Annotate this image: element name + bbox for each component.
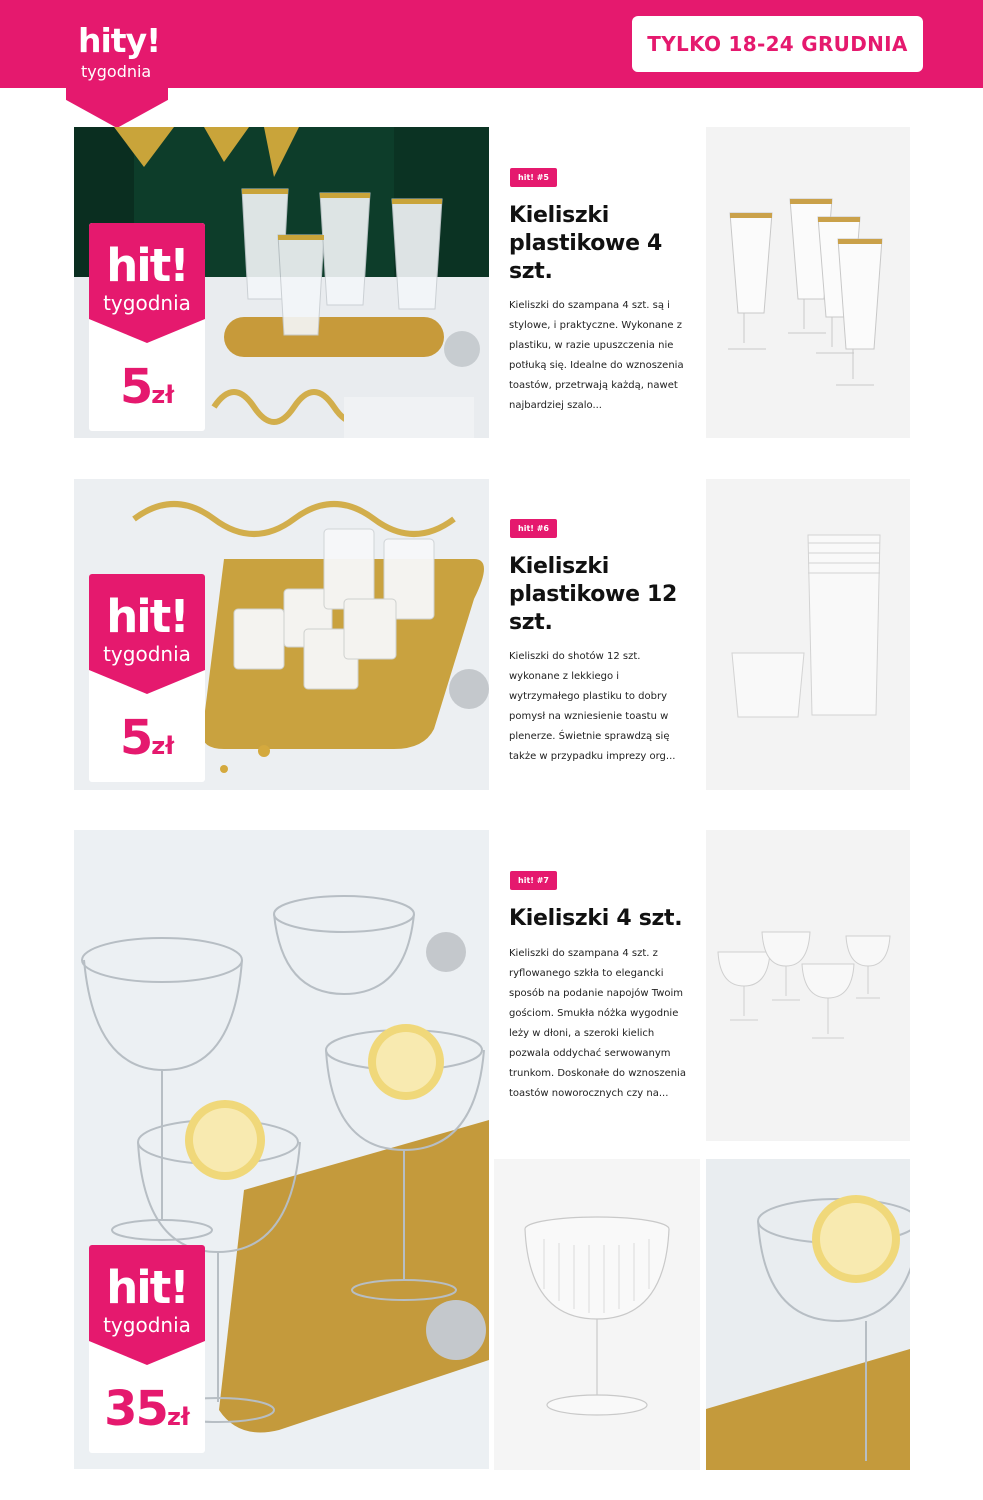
- badge-hit-label: hit!: [106, 239, 188, 292]
- product-2-hit-tag: hit! #6: [510, 519, 557, 538]
- product-3-title[interactable]: Kieliszki 4 szt.: [509, 906, 683, 931]
- price: [89, 359, 205, 415]
- product-3-packshot-single[interactable]: [494, 1159, 700, 1470]
- product-3-detail-image[interactable]: [706, 1159, 910, 1470]
- logo-subtext: tygodnia: [81, 62, 152, 81]
- price-currency: zł: [166, 1403, 190, 1431]
- product-1-price-badge[interactable]: [89, 223, 205, 431]
- product-3-description: Kieliszki do szampana 4 szt. z ryflowanego szkła to elegancki sposób na podanie napojów Twoim gościom. Smukła nóżka wygodnie leży w dłoni, a szeroki kielich pozwala oddychać serwowanym trunkom. Doskonałe do wznoszenia toastów noworocznych czy na...: [509, 948, 686, 1099]
- product-3-price-badge[interactable]: [89, 1245, 205, 1453]
- badge-tygodnia-label: tygodnia: [103, 1313, 191, 1337]
- product-3-packshot-set[interactable]: [706, 830, 910, 1141]
- product-2-price-badge[interactable]: [89, 574, 205, 782]
- logo-text: hity!: [78, 21, 161, 60]
- product-1-hit-tag: hit! #5: [510, 168, 557, 187]
- product-2-title[interactable]: Kieliszki plastikowe 12 szt.: [509, 554, 678, 635]
- price-value: 5: [119, 710, 152, 766]
- badge-hit-label: hit!: [106, 590, 188, 643]
- product-2-packshot[interactable]: [706, 479, 910, 790]
- product-1-description: Kieliszki do szampana 4 szt. są i stylowe, i praktyczne. Wykonane z plastiku, w razie upuszczenia nie potłuką się. Idealne do wznoszenia toastów, przetrwają każdą, nawet najbardziej szalo...: [509, 300, 684, 411]
- price: [89, 710, 205, 766]
- price-value: 35: [104, 1381, 167, 1437]
- date-range-button[interactable]: TYLKO 18-24 GRUDNIA: [632, 16, 923, 72]
- product-1-title[interactable]: Kieliszki plastikowe 4 szt.: [509, 203, 663, 284]
- price-currency: zł: [151, 732, 175, 760]
- product-3-hit-tag: hit! #7: [510, 871, 557, 890]
- product-1-packshot[interactable]: [706, 127, 910, 438]
- badge-tygodnia-label: tygodnia: [103, 642, 191, 666]
- price-currency: zł: [151, 381, 175, 409]
- badge-hit-label: hit!: [106, 1261, 188, 1314]
- product-2-description: Kieliszki do shotów 12 szt. wykonane z lekkiego i wytrzymałego plastiku to dobry pomysł na wzniesienie toastu w plenerze. Świetnie sprawdzą się także w przypadku imprezy org...: [509, 651, 676, 762]
- price: [89, 1381, 205, 1437]
- price-value: 5: [119, 359, 152, 415]
- badge-tygodnia-label: tygodnia: [103, 291, 191, 315]
